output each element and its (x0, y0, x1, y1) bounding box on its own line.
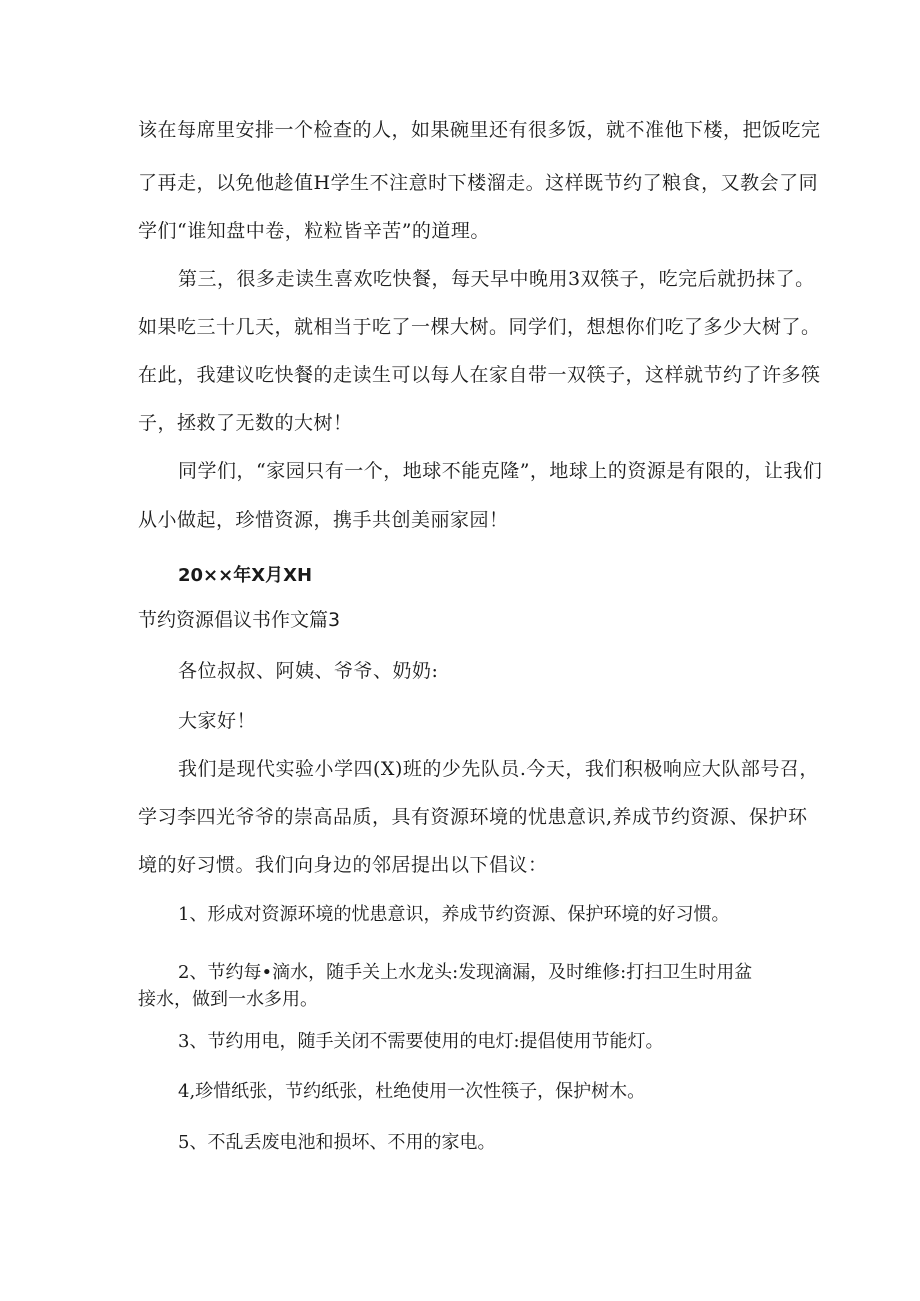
paragraph-1-line-3: 学们“谁知盘中卷，粒粒皆辛苦”的道理。 (138, 220, 490, 242)
list-item-4: 4,珍惜纸张，节约纸张，杜绝使用一次性筷子，保护树木。 (178, 1081, 646, 1102)
list-item-3: 3、节约用电，随手关闭不需要使用的电灯:提倡使用节能灯。 (178, 1031, 664, 1052)
intro-line-1: 我们是现代实验小学四(X)班的少先队员.今天，我们积极响应大队部号召， (178, 758, 819, 780)
greeting: 大家好！ (178, 710, 257, 732)
paragraph-3-line-1: 同学们，“家园只有一个，地球不能克隆”，地球上的资源是有限的，让我们 (178, 460, 823, 482)
paragraph-2-line-4: 子，拯救了无数的大树！ (138, 412, 353, 434)
intro-line-3: 境的好习惯。我们向身边的邻居提出以下倡议： (138, 854, 548, 876)
paragraph-2-line-2: 如果吃三十几天，就相当于吃了一棵大树。同学们，想想你们吃了多少大树了。 (138, 316, 821, 338)
paragraph-2-line-3: 在此，我建议吃快餐的走读生可以每人在家自带一双筷子，这样就节约了许多筷 (138, 364, 821, 386)
paragraph-1-line-1: 该在每席里安排一个检查的人，如果碗里还有很多饭，就不准他下楼，把饭吃完 (138, 119, 821, 141)
paragraph-2-line-1: 第三，很多走读生喜欢吃快餐，每天早中晚用3双筷子，吃完后就扔抹了。 (178, 268, 815, 290)
list-item-2-cont: 接水，做到一水多用。 (138, 989, 318, 1010)
salutation: 各位叔叔、阿姨、爷爷、奶奶: (178, 660, 439, 682)
list-item-2: 2、节约每•滴水，随手关上水龙头:发现滴漏，及时维修:打扫卫生时用盆 (178, 962, 753, 983)
intro-line-2: 学习李四光爷爷的崇高品质，具有资源环境的忧患意识,养成节约资源、保护环 (138, 806, 808, 828)
list-item-1: 1、形成对资源环境的忧患意识，养成节约资源、保护环境的好习惯。 (178, 904, 730, 925)
date-line: 20××年X月XH (178, 565, 313, 586)
paragraph-3-line-2: 从小做起，珍惜资源，携手共创美丽家园！ (138, 509, 509, 531)
paragraph-1-line-2: 了再走，以免他趁值H学生不注意时下楼溜走。这样既节约了粮食，又教会了同 (138, 172, 819, 194)
list-item-5: 5、不乱丢废电池和损坏、不用的家电。 (178, 1132, 496, 1153)
section-title: 节约资源倡议书作文篇3 (138, 609, 341, 631)
